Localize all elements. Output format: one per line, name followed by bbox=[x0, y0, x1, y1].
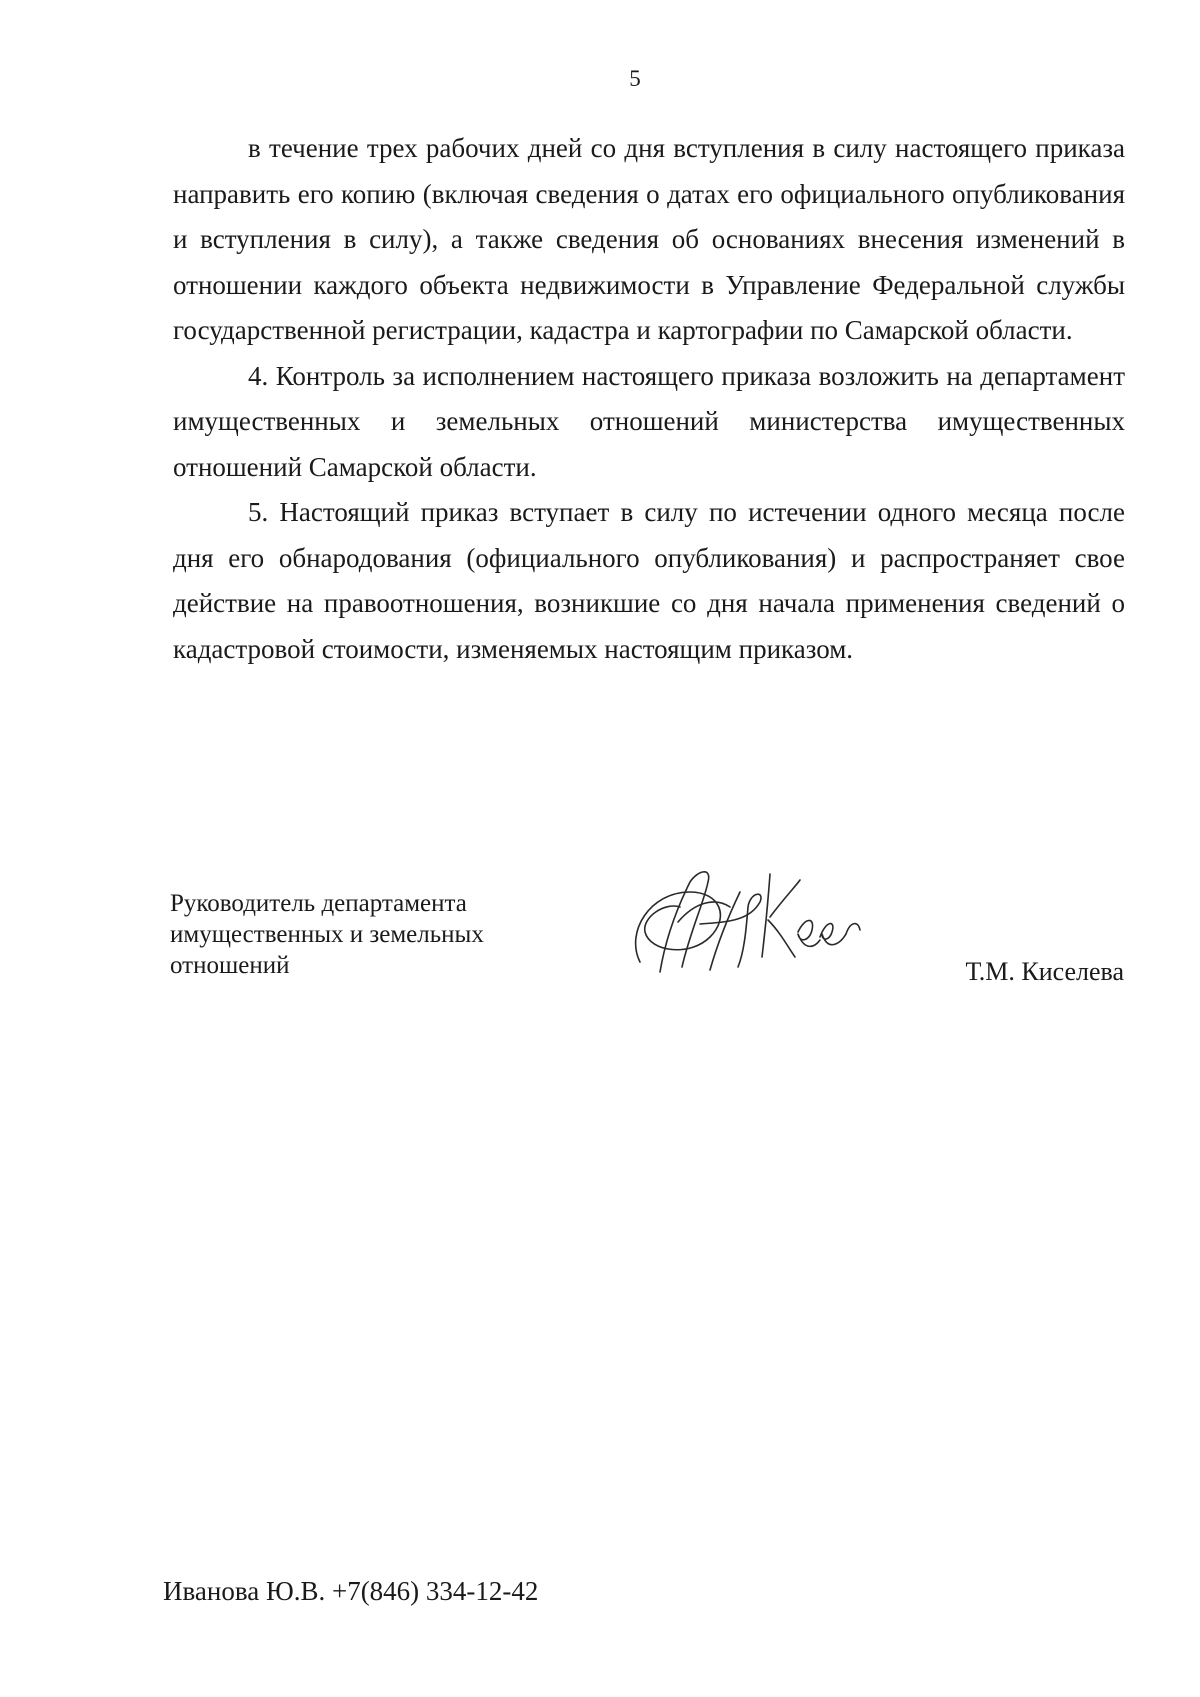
document-body bbox=[173, 126, 1125, 672]
position-line: Руководитель департамента bbox=[170, 890, 467, 917]
position-line: имущественных и земельных bbox=[170, 921, 484, 948]
paragraph-5: 5. Настоящий приказ вступает в силу по истечении одного месяца после дня его обнародования (официального опубликования) и распространяет свое действие на правоотношения, возникшие со дня начала применения сведений о кадастровой стоимости, изменяемых настоящим приказом. bbox=[173, 497, 1125, 664]
paragraph-3-continuation: в течение трех рабочих дней со дня вступления в силу настоящего приказа направить его копию (включая сведения о датах его официального опубликования и вступления в силу), а также сведения об основаниях внесения изменений в отношении каждого объекта недвижимости в Управление Федеральной службы государственной регистрации, кадастра и картографии по Самарской области. bbox=[173, 133, 1125, 345]
signatory-position bbox=[170, 888, 484, 981]
signatory-name: Т.М. Киселева bbox=[965, 957, 1124, 986]
position-line: отношений bbox=[170, 952, 290, 979]
handwritten-signature bbox=[620, 862, 880, 982]
paragraph-4: 4. Контроль за исполнением настоящего приказа возложить на департамент имущественных и земельных отношений министерства имущественных отношений Самарской области. bbox=[173, 360, 1125, 482]
page-number: 5 bbox=[629, 66, 641, 91]
contact-info: Иванова Ю.В. +7(846) 334-12-42 bbox=[163, 1576, 539, 1606]
